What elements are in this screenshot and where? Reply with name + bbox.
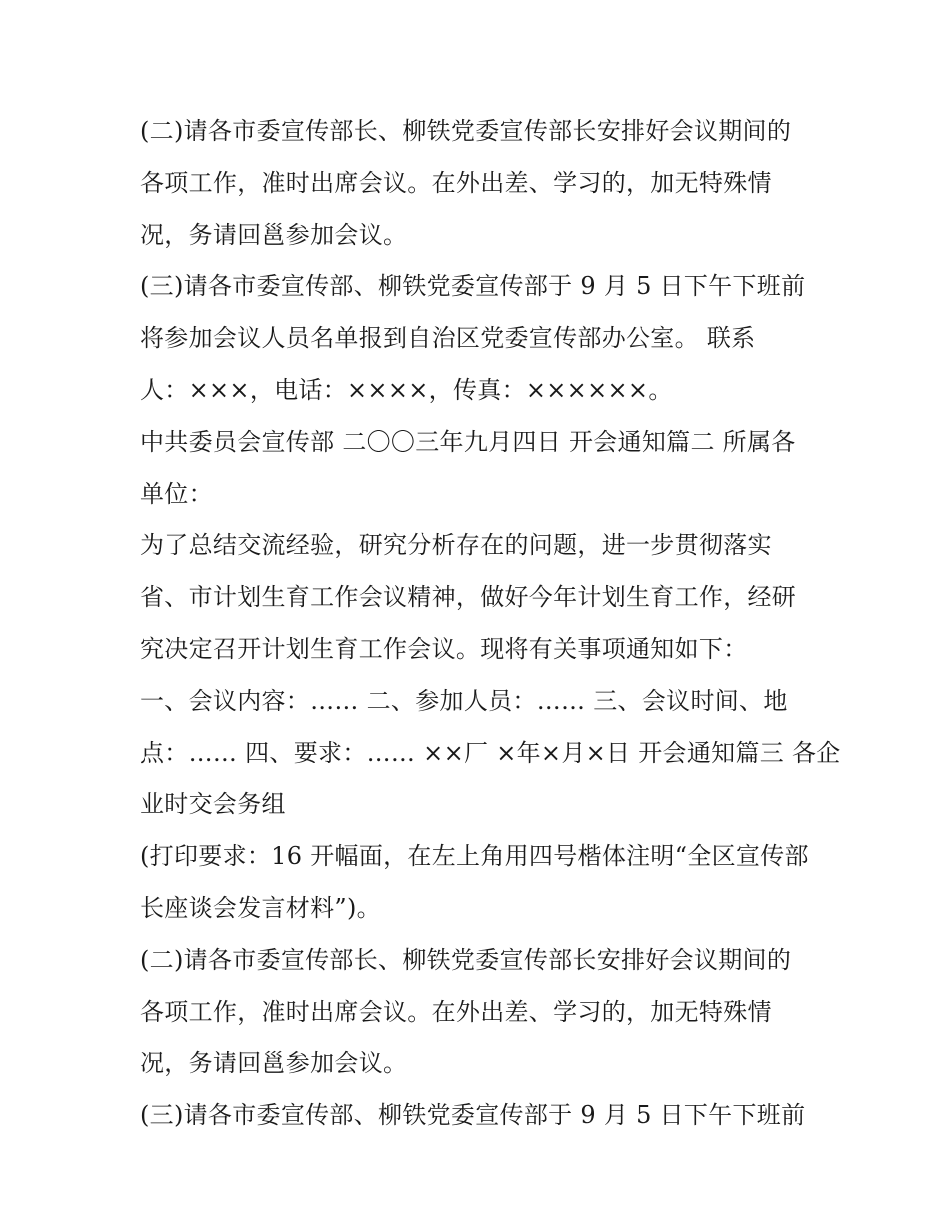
paragraph-agenda-items — [140, 676, 841, 831]
text-line: 况，务请回邕参加会议。 — [140, 1049, 408, 1078]
document-body — [140, 106, 841, 1142]
text-line: 况，务请回邕参加会议。 — [140, 220, 408, 249]
text-line: 为了总结交流经验，研究分析存在的问题，进一步贯彻落实 — [140, 531, 772, 560]
text-line: (打印要求：16 开幅面，在左上角用四号楷体注明“全区宣传部 — [140, 842, 809, 871]
text-line: (二)请各市委宣传部长、柳铁党委宣传部长安排好会议期间的 — [140, 945, 792, 974]
text-line: 业时交会务组 — [140, 790, 286, 819]
paragraph-print-requirements — [140, 831, 830, 935]
text-line: 长座谈会发言材料”)。 — [140, 893, 381, 922]
paragraph-signature-heading — [140, 417, 830, 521]
paragraph-arrangement-2 — [140, 935, 830, 1090]
text-line: 究决定召开计划生育工作会议。现将有关事项通知如下： — [140, 634, 748, 663]
text-line: 各项工作，准时出席会议。在外出差、学习的，加无特殊情 — [140, 168, 772, 197]
text-line: (三)请各市委宣传部、柳铁党委宣传部于 9 月 5 日下午下班前 — [140, 1101, 806, 1130]
paragraph-roster-submission-2 — [140, 1090, 830, 1142]
paragraph-arrangement-1 — [140, 106, 830, 261]
text-line: 人：×××，电话：××××，传真：××××××。 — [140, 375, 673, 404]
text-line: 省、市计划生育工作会议精神，做好今年计划生育工作，经研 — [140, 583, 797, 612]
text-line: 单位： — [140, 479, 213, 508]
text-line: 一、会议内容：…… 二、参加人员：…… 三、会议时间、地 — [140, 686, 788, 715]
text-line: 将参加会议人员名单报到自治区党委宣传部办公室。 联系 — [140, 324, 756, 353]
paragraph-roster-submission-1 — [140, 261, 830, 416]
text-line: (二)请各市委宣传部长、柳铁党委宣传部长安排好会议期间的 — [140, 117, 792, 145]
text-line: 中共委员会宣传部 二〇〇三年九月四日 开会通知篇二 所属各 — [140, 427, 796, 456]
text-line: (三)请各市委宣传部、柳铁党委宣传部于 9 月 5 日下午下班前 — [140, 272, 806, 301]
paragraph-purpose — [140, 520, 830, 675]
text-line: 各项工作，准时出席会议。在外出差、学习的，加无特殊情 — [140, 997, 772, 1026]
text-line: 点：…… 四、要求：…… ××厂 ×年×月×日 开会通知篇三 各企 — [140, 738, 841, 767]
